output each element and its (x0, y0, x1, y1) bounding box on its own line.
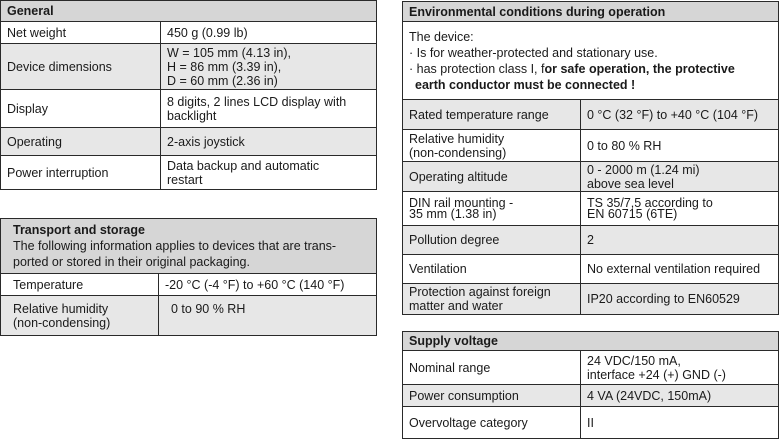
protection-label: Protection against foreign matter and water (403, 284, 581, 315)
device-dimensions-label: Device dimensions (1, 44, 161, 90)
net-weight-value: 450 g (0.99 lb) (161, 22, 377, 44)
rated-temperature-value: 0 °C (32 °F) to +40 °C (104 °F) (581, 100, 779, 130)
relative-humidity-value: 0 to 90 % RH (159, 296, 377, 336)
environment-title: Environmental conditions during operation (403, 2, 779, 22)
ventilation-label: Ventilation (403, 255, 581, 284)
pollution-label: Pollution degree (403, 226, 581, 255)
supply-title: Supply voltage (403, 332, 779, 351)
din-rail-label: DIN rail mounting - 35 mm (1.38 in) (403, 192, 581, 226)
transport-header: Transport and storage The following information applies to devices that are trans- ported or stored in their original packaging. (1, 219, 377, 274)
op-humidity-label: Relative humidity (non-condensing) (403, 130, 581, 162)
general-table (0, 0, 377, 190)
general-title: General (1, 1, 377, 22)
power-consumption-label: Power consumption (403, 385, 581, 407)
nominal-range-label: Nominal range (403, 351, 581, 385)
power-consumption-value: 4 VA (24VDC, 150mA) (581, 385, 779, 407)
din-rail-value: TS 35/7,5 according to EN 60715 (6TE) (581, 192, 779, 226)
device-dimensions-value: W = 105 mm (4.13 in), H = 86 mm (3.39 in), D = 60 mm (2.36 in) (161, 44, 377, 90)
operating-label: Operating (1, 128, 161, 156)
supply-table (402, 331, 779, 439)
display-value: 8 digits, 2 lines LCD display with backlight (161, 90, 377, 128)
rated-temperature-label: Rated temperature range (403, 100, 581, 130)
overvoltage-label: Overvoltage category (403, 407, 581, 439)
altitude-value: 0 - 2000 m (1.24 mi) above sea level (581, 162, 779, 192)
transport-title: Transport and storage (13, 223, 145, 237)
overvoltage-value: II (581, 407, 779, 439)
display-label: Display (1, 90, 161, 128)
temperature-label: Temperature (1, 274, 159, 296)
power-interruption-value: Data backup and automatic restart (161, 156, 377, 190)
protection-value: IP20 according to EN60529 (581, 284, 779, 315)
nominal-range-value: 24 VDC/150 mA, interface +24 (+) GND (-) (581, 351, 779, 385)
environment-table (402, 1, 779, 315)
temperature-value: -20 °C (-4 °F) to +60 °C (140 °F) (159, 274, 377, 296)
relative-humidity-label: Relative humidity (non-condensing) (1, 296, 159, 336)
net-weight-label: Net weight (1, 22, 161, 44)
altitude-label: Operating altitude (403, 162, 581, 192)
environment-note: The device: · Is for weather-protected and stationary use. · has protection class I, for safe operation, the protective earth conductor must be connected ! (403, 22, 779, 100)
transport-table (0, 218, 377, 336)
power-interruption-label: Power interruption (1, 156, 161, 190)
operating-value: 2-axis joystick (161, 128, 377, 156)
pollution-value: 2 (581, 226, 779, 255)
op-humidity-value: 0 to 80 % RH (581, 130, 779, 162)
ventilation-value: No external ventilation required (581, 255, 779, 284)
